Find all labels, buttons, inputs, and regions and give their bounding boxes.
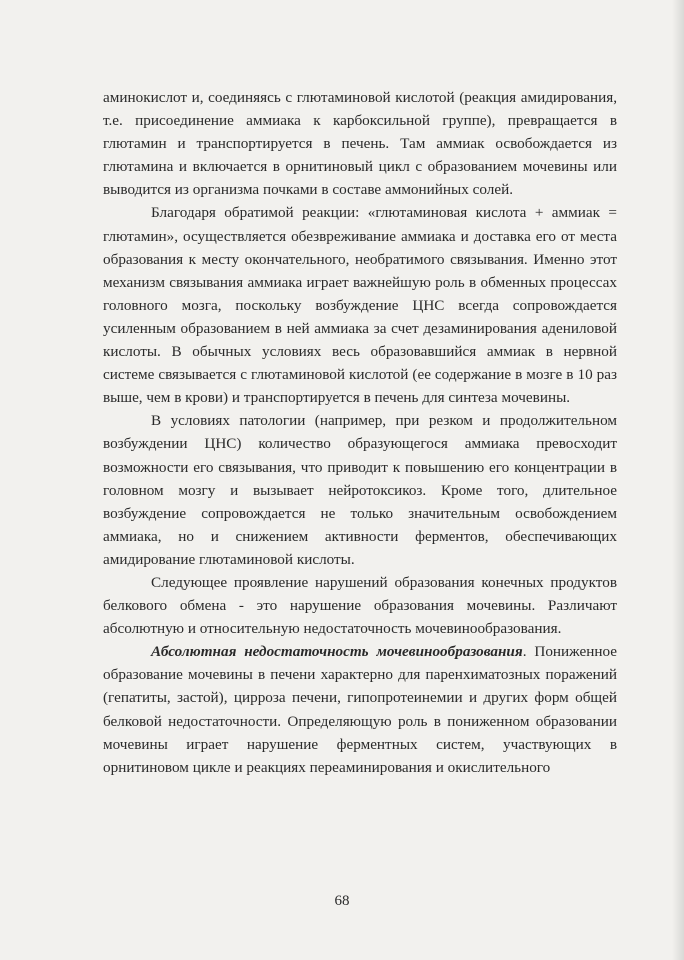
page-number: 68 (334, 893, 350, 909)
section-body: Пониженное образование мочевины в печени характерно для паренхиматозных поражений (гепатиты, застой), цирроза печени, гипопротеинемии и других форм общей белковой недостаточности. Определяющую роль в пониженном образовании мочевины играет нарушение ферментных систем, участвующих в орнитиновом цикле и реакциях переаминирования и окислительного (103, 643, 617, 776)
page-edge-shadow (672, 0, 684, 960)
paragraph-2: Благодаря обратимой реакции: «глютаминовая кислота + аммиак = глютамин», осуществляется обезвреживание аммиака и доставка его от места образования к месту окончательного, необратимого связывания. Именно этот механизм связывания аммиака играет важнейшую роль в обменных процессах головного мозга, поскольку возбуждение ЦНС всегда сопровождается усиленным образованием в ней аммиака за счет дезаминирования адениловой кислоты. В обычных условиях весь образовавшийся аммиак в нервной системе связывается с глютаминовой кислотой (ее содержание в мозге в 10 раз выше, чем в крови) и транспортируется в печень для синтеза мочевины. (103, 204, 617, 407)
section-heading-punct: . (522, 643, 527, 661)
page-body (103, 86, 617, 779)
paragraph-4: Следующее проявление нарушений образования конечных продуктов белкового обмена - это нарушение образования мочевины. Различают абсолютную и относительную недостаточность мочевинообразования. (103, 573, 617, 638)
paragraph-3: В условиях патологии (например, при резком и продолжительном возбуждении ЦНС) количество образующегося аммиака превосходит возможности его связывания, что приводит к повышению его концентрации в головном мозгу и вызывает нейротоксикоз. Кроме того, длительное возбуждение сопровождается не только значительным освобождением аммиака, но и снижением активности ферментов, обеспечивающих амидирование глютаминовой кислоты. (103, 412, 617, 568)
paragraph-1: аминокислот и, соединяясь с глютаминовой кислотой (реакция амидирования, т.е. присоединение аммиака к карбоксильной группе), превращается в глютамин и транспортируется в печень. Там аммиак освобождается из глютамина и включается в орнитиновый цикл с образованием мочевины или выводится из организма почками в составе аммонийных солей. (103, 89, 617, 199)
section-heading: Абсолютная недостаточность мочевинообразования (151, 643, 523, 661)
paragraph-5 (103, 640, 617, 779)
